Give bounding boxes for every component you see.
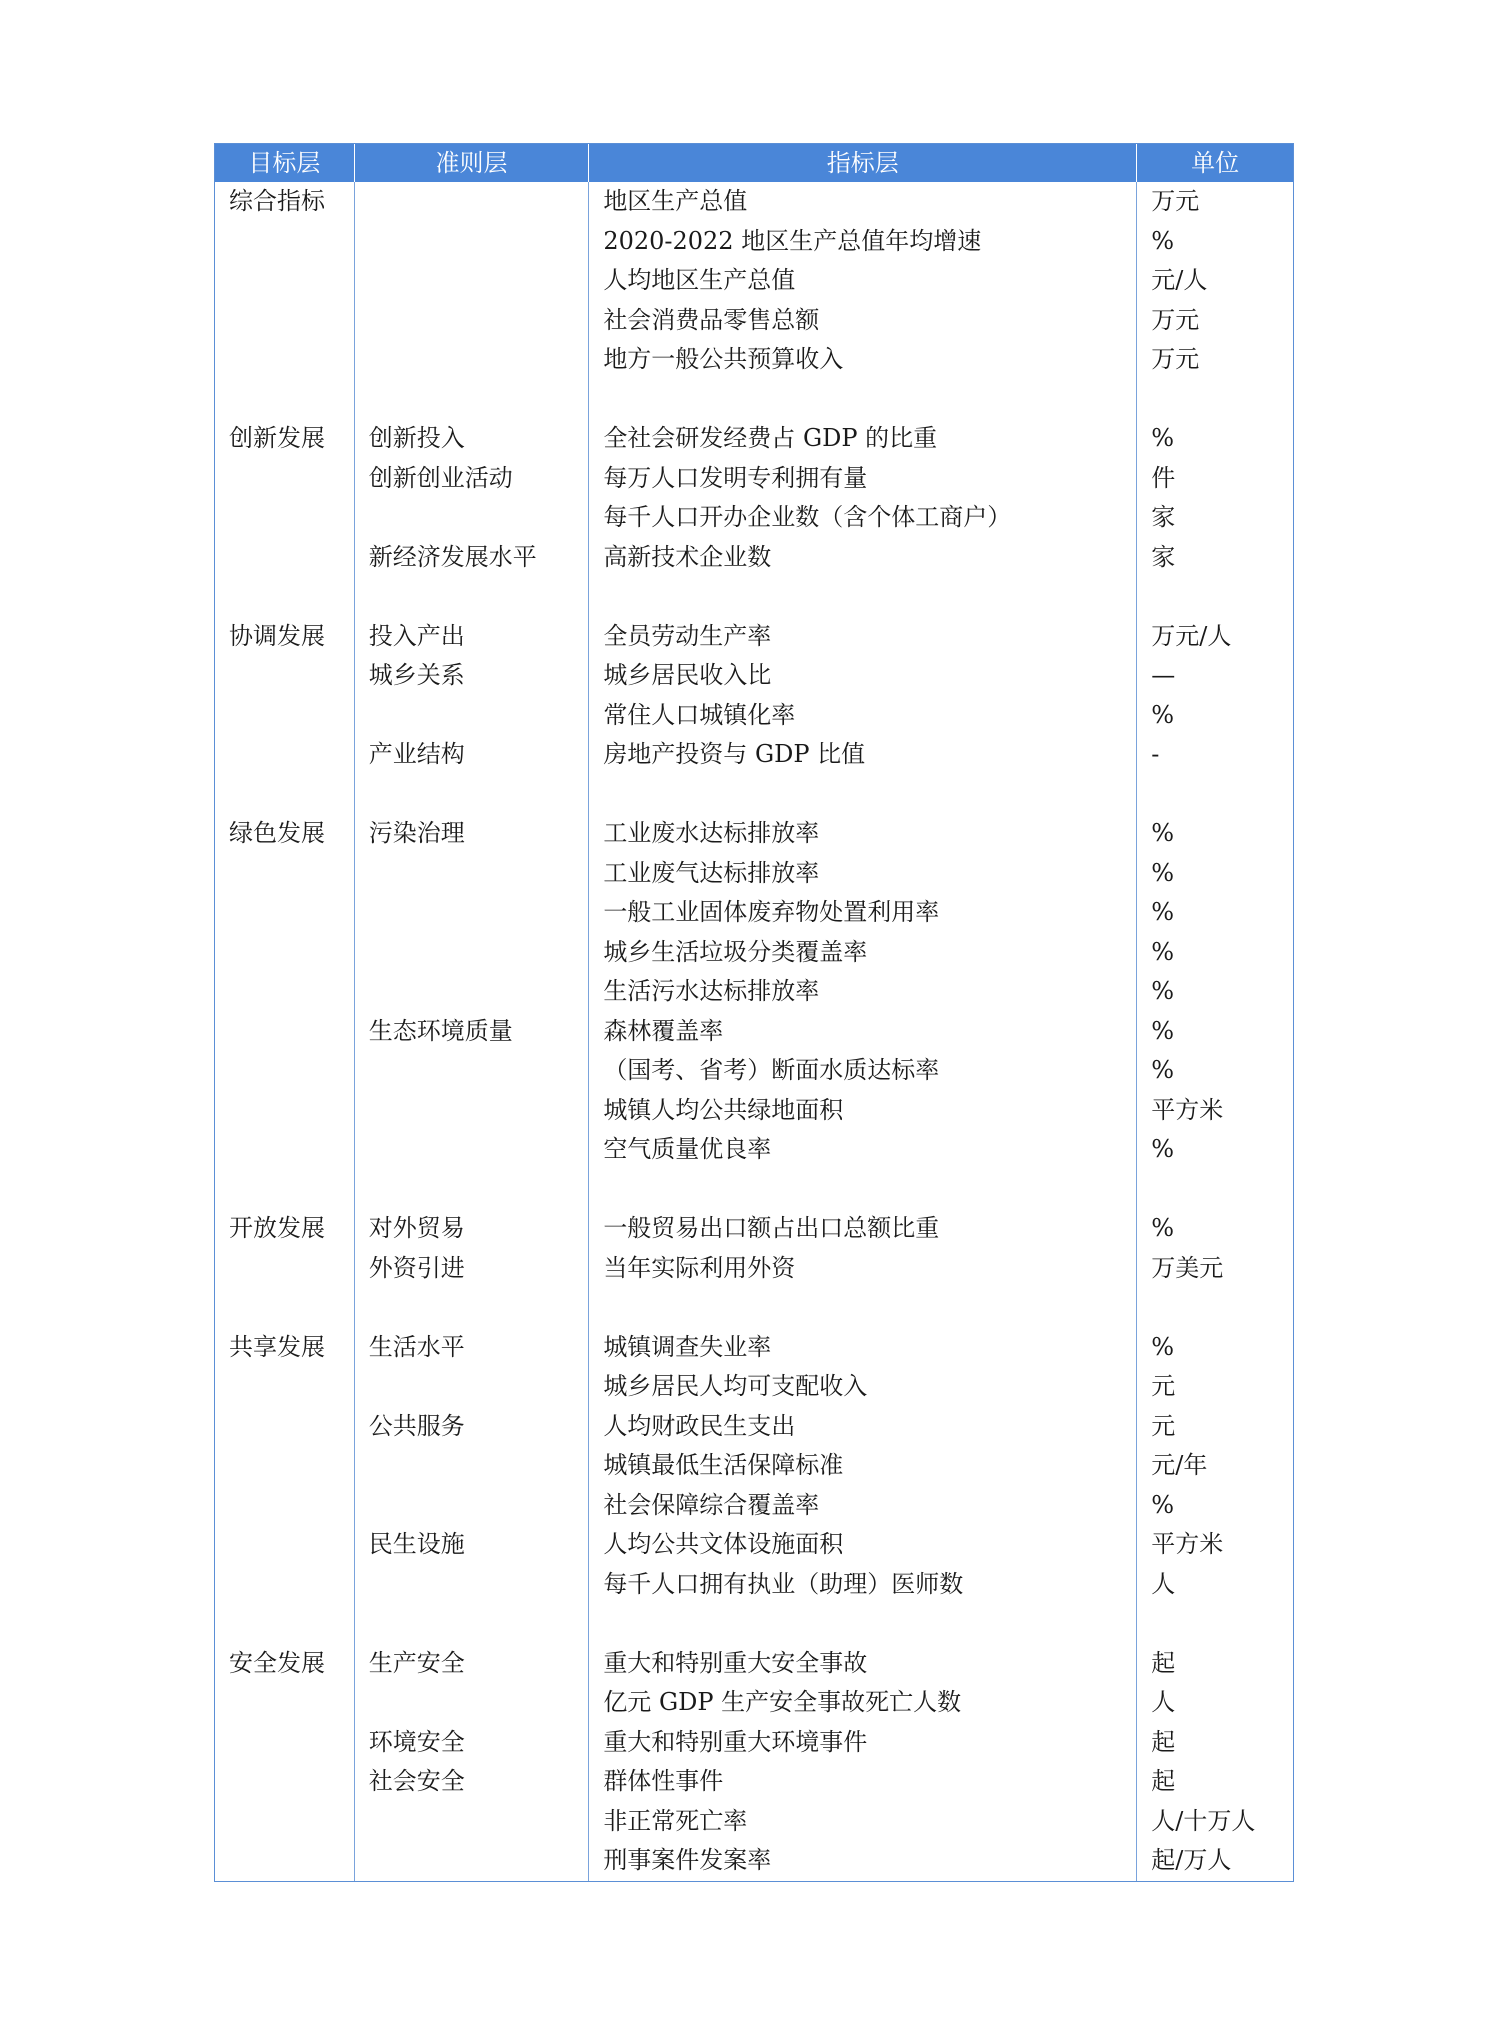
spacer-cell [215, 1288, 355, 1328]
spacer-cell [1137, 1170, 1293, 1210]
unit-cell: 万元 [1151, 305, 1200, 334]
indicator-cell: 每万人口发明专利拥有量 [589, 459, 1137, 499]
group-spacer [215, 1288, 1293, 1328]
indicator-cell: 一般工业固体废弃物处置利用率 [589, 893, 1137, 933]
criterion-cell [355, 696, 590, 736]
unit-cell: 元/人 [1151, 266, 1208, 294]
criterion-cell [355, 893, 590, 933]
criterion-cell: 环境安全 [355, 1723, 590, 1763]
group-spacer [215, 775, 1293, 815]
criterion-cell [355, 301, 590, 341]
criterion-cell [355, 1565, 590, 1605]
header-criterion-layer: 准则层 [355, 144, 590, 182]
goal-cell [215, 854, 355, 894]
spacer-cell [1137, 1604, 1293, 1644]
goal-cell: 创新发展 [215, 419, 355, 459]
goal-cell: 开放发展 [215, 1209, 355, 1249]
unit-cell: 起 [1151, 1648, 1176, 1677]
spacer-cell [215, 1170, 355, 1210]
criterion-cell: 产业结构 [355, 735, 590, 775]
criterion-cell: 对外贸易 [355, 1209, 590, 1249]
goal-cell [215, 656, 355, 696]
criterion-cell [355, 1841, 590, 1881]
unit-cell: 平方米 [1151, 1530, 1224, 1558]
criterion-cell [355, 1802, 590, 1842]
unit-cell: % [1151, 898, 1175, 926]
goal-cell: 安全发展 [215, 1644, 355, 1684]
goal-cell [215, 1407, 355, 1447]
spacer-cell [215, 577, 355, 617]
spacer-cell [355, 577, 590, 617]
unit-cell: 人/十万人 [1151, 1806, 1256, 1835]
goal-cell [215, 696, 355, 736]
table-row [215, 1012, 1293, 1052]
criterion-cell [355, 498, 590, 538]
table-row [215, 1486, 1293, 1526]
table-row [215, 696, 1293, 736]
unit-cell: 万元 [1151, 187, 1200, 215]
goal-cell [215, 222, 355, 262]
table-row [215, 1762, 1293, 1802]
table-row [215, 1367, 1293, 1407]
indicator-cell: 社会消费品零售总额 [589, 301, 1137, 341]
group-spacer [215, 1170, 1293, 1210]
table-row [215, 854, 1293, 894]
goal-cell [215, 1486, 355, 1526]
spacer-cell [215, 775, 355, 815]
goal-cell [215, 893, 355, 933]
goal-cell [215, 1367, 355, 1407]
spacer-cell [1137, 577, 1293, 617]
table-row [215, 301, 1293, 341]
indicator-cell: 刑事案件发案率 [589, 1841, 1137, 1881]
indicator-cell: 工业废水达标排放率 [589, 814, 1137, 854]
goal-cell: 绿色发展 [215, 814, 355, 854]
spacer-cell [355, 380, 590, 420]
indicator-cell: 亿元 GDP 生产安全事故死亡人数 [589, 1683, 1137, 1723]
table-row [215, 814, 1293, 854]
goal-cell [215, 1012, 355, 1052]
goal-cell [215, 1130, 355, 1170]
goal-cell [215, 340, 355, 380]
indicator-cell: 全社会研发经费占 GDP 的比重 [589, 419, 1137, 459]
spacer-cell [589, 1170, 1137, 1210]
goal-cell [215, 1565, 355, 1605]
criterion-cell [355, 1091, 590, 1131]
unit-cell: % [1151, 858, 1175, 887]
unit-cell: 起/万人 [1151, 1846, 1232, 1874]
criterion-cell: 生产安全 [355, 1644, 590, 1684]
indicator-cell: 工业废气达标排放率 [589, 854, 1137, 894]
goal-cell [215, 1723, 355, 1763]
indicator-cell: 当年实际利用外资 [589, 1249, 1137, 1289]
table-row [215, 222, 1293, 262]
criterion-cell: 投入产出 [355, 617, 590, 657]
table-row [215, 656, 1293, 696]
criterion-cell: 生态环境质量 [355, 1012, 590, 1052]
unit-cell: - [1151, 740, 1160, 768]
indicator-table [214, 143, 1294, 1882]
spacer-cell [589, 1604, 1137, 1644]
criterion-cell [355, 1486, 590, 1526]
criterion-cell [355, 933, 590, 973]
indicator-cell: 地方一般公共预算收入 [589, 340, 1137, 380]
header-unit: 单位 [1191, 149, 1240, 177]
indicator-cell: 房地产投资与 GDP 比值 [589, 735, 1137, 775]
indicator-cell: 人均地区生产总值 [589, 261, 1137, 301]
group-spacer [215, 577, 1293, 617]
spacer-cell [589, 1288, 1137, 1328]
criterion-cell [355, 340, 590, 380]
indicator-cell: 城镇最低生活保障标准 [589, 1446, 1137, 1486]
header-goal-layer: 目标层 [215, 144, 355, 182]
criterion-cell: 生活水平 [355, 1328, 590, 1368]
criterion-cell [355, 1683, 590, 1723]
unit-cell: 家 [1151, 542, 1176, 571]
indicator-cell: 高新技术企业数 [589, 538, 1137, 578]
unit-cell: 万元 [1151, 345, 1200, 373]
criterion-cell: 外资引进 [355, 1249, 590, 1289]
unit-cell: 平方米 [1151, 1095, 1224, 1124]
spacer-cell [355, 1288, 590, 1328]
indicator-cell: 一般贸易出口额占出口总额比重 [589, 1209, 1137, 1249]
spacer-cell [355, 1170, 590, 1210]
criterion-cell: 创新投入 [355, 419, 590, 459]
table-row [215, 538, 1293, 578]
unit-cell: 起 [1151, 1727, 1176, 1756]
unit-cell: 起 [1151, 1767, 1176, 1795]
unit-cell: 万元/人 [1151, 621, 1232, 650]
table-row [215, 340, 1293, 380]
goal-cell [215, 1802, 355, 1842]
indicator-cell: 城镇人均公共绿地面积 [589, 1091, 1137, 1131]
indicator-cell: 常住人口城镇化率 [589, 696, 1137, 736]
goal-cell [215, 1051, 355, 1091]
spacer-cell [1137, 775, 1293, 815]
group-spacer [215, 1604, 1293, 1644]
goal-cell [215, 972, 355, 1012]
goal-cell [215, 301, 355, 341]
indicator-cell: 森林覆盖率 [589, 1012, 1137, 1052]
unit-cell: 件 [1151, 463, 1176, 492]
table-row [215, 1802, 1293, 1842]
indicator-cell: 城乡居民人均可支配收入 [589, 1367, 1137, 1407]
unit-cell: % [1151, 1490, 1175, 1519]
criterion-cell [355, 222, 590, 262]
unit-cell: — [1151, 661, 1176, 689]
header-indicator-layer: 指标层 [589, 144, 1137, 182]
table-row [215, 735, 1293, 775]
table-row [215, 933, 1293, 973]
indicator-cell: 社会保障综合覆盖率 [589, 1486, 1137, 1526]
criterion-cell: 创新创业活动 [355, 459, 590, 499]
table-row [215, 1723, 1293, 1763]
indicator-cell: 非正常死亡率 [589, 1802, 1137, 1842]
unit-cell: % [1151, 1056, 1175, 1084]
table-row [215, 893, 1293, 933]
table-row [215, 1446, 1293, 1486]
criterion-cell [355, 261, 590, 301]
indicator-cell: 城镇调查失业率 [589, 1328, 1137, 1368]
goal-cell [215, 1841, 355, 1881]
spacer-cell [215, 1604, 355, 1644]
criterion-cell [355, 972, 590, 1012]
criterion-cell: 社会安全 [355, 1762, 590, 1802]
goal-cell [215, 1446, 355, 1486]
unit-cell: 元 [1151, 1372, 1176, 1400]
goal-cell [215, 1525, 355, 1565]
goal-cell [215, 1762, 355, 1802]
indicator-cell: 重大和特别重大安全事故 [589, 1644, 1137, 1684]
unit-cell: % [1151, 226, 1175, 255]
criterion-cell [355, 1051, 590, 1091]
unit-cell: 人 [1151, 1688, 1176, 1716]
table-body [215, 182, 1293, 1881]
indicator-cell: 每千人口开办企业数（含个体工商户） [589, 498, 1137, 538]
group-spacer [215, 380, 1293, 420]
unit-cell: 人 [1151, 1569, 1176, 1598]
goal-cell: 共享发展 [215, 1328, 355, 1368]
table-row [215, 182, 1293, 222]
indicator-cell: 人均财政民生支出 [589, 1407, 1137, 1447]
table-row [215, 617, 1293, 657]
criterion-cell: 污染治理 [355, 814, 590, 854]
indicator-cell: 生活污水达标排放率 [589, 972, 1137, 1012]
unit-cell: % [1151, 1332, 1175, 1361]
spacer-cell [589, 380, 1137, 420]
indicator-cell: 空气质量优良率 [589, 1130, 1137, 1170]
table-row [215, 1051, 1293, 1091]
goal-cell: 综合指标 [215, 182, 355, 222]
table-row [215, 1841, 1293, 1881]
criterion-cell: 城乡关系 [355, 656, 590, 696]
unit-cell: 元/年 [1151, 1451, 1208, 1479]
spacer-cell [355, 775, 590, 815]
table-row [215, 1249, 1293, 1289]
unit-cell: 家 [1151, 503, 1176, 531]
table-row [215, 1091, 1293, 1131]
goal-cell [215, 498, 355, 538]
spacer-cell [1137, 1288, 1293, 1328]
spacer-cell [1137, 380, 1293, 420]
spacer-cell [355, 1604, 590, 1644]
table-row [215, 1644, 1293, 1684]
criterion-cell: 公共服务 [355, 1407, 590, 1447]
unit-cell: 万美元 [1151, 1253, 1224, 1282]
goal-cell [215, 459, 355, 499]
indicator-cell: 人均公共文体设施面积 [589, 1525, 1137, 1565]
goal-cell [215, 933, 355, 973]
indicator-cell: 2020-2022 地区生产总值年均增速 [589, 222, 1137, 262]
indicator-cell: 城乡居民收入比 [589, 656, 1137, 696]
table-row [215, 972, 1293, 1012]
table-row [215, 459, 1293, 499]
unit-cell: % [1151, 424, 1175, 452]
goal-cell [215, 1091, 355, 1131]
unit-cell: % [1151, 1214, 1175, 1242]
indicator-cell: 城乡生活垃圾分类覆盖率 [589, 933, 1137, 973]
indicator-cell: 群体性事件 [589, 1762, 1137, 1802]
unit-cell: % [1151, 1135, 1175, 1163]
criterion-cell [355, 1446, 590, 1486]
criterion-cell [355, 1367, 590, 1407]
criterion-cell: 民生设施 [355, 1525, 590, 1565]
table-row [215, 1565, 1293, 1605]
goal-cell [215, 1249, 355, 1289]
spacer-cell [589, 775, 1137, 815]
unit-cell: % [1151, 700, 1175, 729]
spacer-cell [215, 380, 355, 420]
table-row [215, 1407, 1293, 1447]
unit-cell: % [1151, 937, 1175, 966]
table-row [215, 261, 1293, 301]
unit-cell: 元 [1151, 1411, 1176, 1440]
goal-cell [215, 1683, 355, 1723]
criterion-cell [355, 182, 590, 222]
table-row [215, 1525, 1293, 1565]
goal-cell [215, 735, 355, 775]
goal-cell [215, 261, 355, 301]
table-row [215, 1683, 1293, 1723]
table-header [215, 144, 1293, 182]
table-row [215, 1130, 1293, 1170]
spacer-cell [589, 577, 1137, 617]
criterion-cell [355, 1130, 590, 1170]
unit-cell: % [1151, 1016, 1175, 1045]
table-row [215, 419, 1293, 459]
indicator-cell: （国考、省考）断面水质达标率 [589, 1051, 1137, 1091]
indicator-cell: 全员劳动生产率 [589, 617, 1137, 657]
criterion-cell: 新经济发展水平 [355, 538, 590, 578]
indicator-cell: 重大和特别重大环境事件 [589, 1723, 1137, 1763]
criterion-cell [355, 854, 590, 894]
unit-cell: % [1151, 977, 1175, 1005]
goal-cell: 协调发展 [215, 617, 355, 657]
table-row [215, 1328, 1293, 1368]
table-row [215, 498, 1293, 538]
table-row [215, 1209, 1293, 1249]
unit-cell: % [1151, 819, 1175, 847]
indicator-cell: 地区生产总值 [589, 182, 1137, 222]
indicator-cell: 每千人口拥有执业（助理）医师数 [589, 1565, 1137, 1605]
goal-cell [215, 538, 355, 578]
